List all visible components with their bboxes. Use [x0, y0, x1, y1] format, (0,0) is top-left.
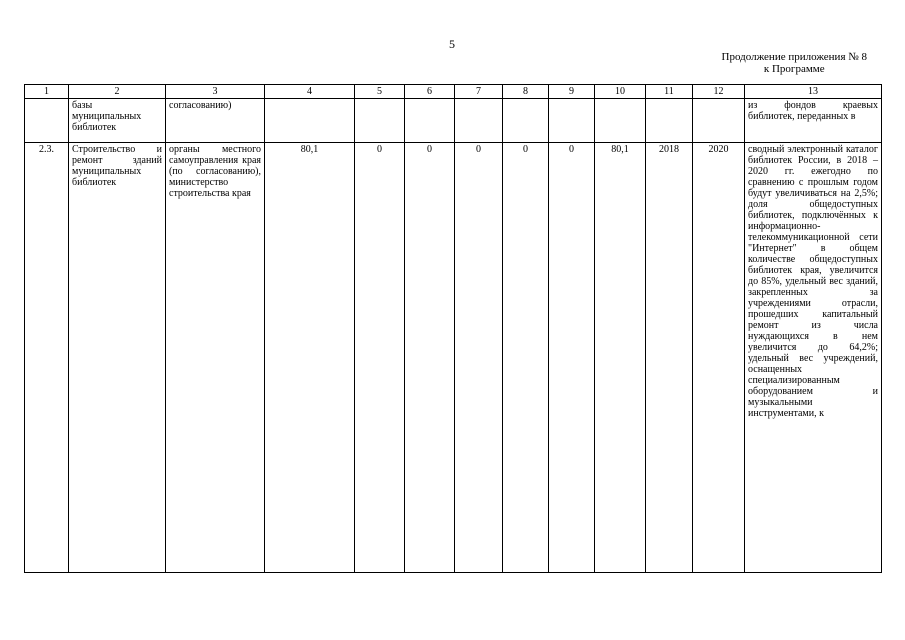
program-table: [24, 84, 882, 573]
header-cell: 10: [595, 85, 646, 99]
header-cell: 12: [693, 85, 745, 99]
header-cell: 4: [265, 85, 355, 99]
header-cell: 9: [549, 85, 595, 99]
header-cell: 11: [646, 85, 693, 99]
header-cell: 5: [355, 85, 405, 99]
header-cell: 13: [745, 85, 882, 99]
result-cell: из фондов краевых библиотек, переданных в: [745, 99, 882, 143]
value-cell: 0: [405, 143, 455, 573]
table-row-2-3: [25, 143, 882, 573]
end-year-cell: 2020: [693, 143, 745, 573]
value-cell: 0: [503, 143, 549, 573]
header-cell: 1: [25, 85, 69, 99]
table-row-continuation: [25, 99, 882, 143]
annex-heading: [722, 51, 867, 75]
value-cell: 80,1: [595, 143, 646, 573]
page-number: 5: [449, 37, 455, 51]
header-cell: 7: [455, 85, 503, 99]
executor-cell: согласованию): [166, 99, 265, 143]
result-cell: сводный электронный каталог библиотек России, в 2018 – 2020 гг. ежегодно по сравнению с прошлым годом будут увеличиваться на 2,5%; доля общедоступных библиотек, подключённых к информационно-телекоммуникационной сети "Интернет" в общем количестве общедоступных библиотек края, увеличится до 85%, удельный вес зданий, закрепленных за учреждениями отрасли, прошедших капитальный ремонт из числа нуждающихся в нем увеличится до 64,2%; удельный вес учреждений, оснащенных специализированным оборудованием и музыкальными инструментами, к: [745, 143, 882, 573]
row-number-cell: [25, 99, 69, 143]
start-year-cell: 2018: [646, 143, 693, 573]
header-cell: 6: [405, 85, 455, 99]
value-cell: 0: [549, 143, 595, 573]
annex-line-1: Продолжение приложения № 8: [721, 51, 867, 63]
event-name-cell: базы муниципальных библиотек: [69, 99, 166, 143]
header-cell: 2: [69, 85, 166, 99]
header-cell: 3: [166, 85, 265, 99]
row-number-cell: 2.3.: [25, 143, 69, 573]
total-cell: 80,1: [265, 143, 355, 573]
annex-line-2: к Программе: [763, 63, 825, 75]
value-cell: 0: [355, 143, 405, 573]
value-cell: 0: [455, 143, 503, 573]
header-cell: 8: [503, 85, 549, 99]
event-name-cell: Строительство и ремонт зданий муниципальных библиотек: [69, 143, 166, 573]
header-row: [25, 85, 882, 99]
executor-cell: органы местного самоуправления края (по согласованию), министерство строительства края: [166, 143, 265, 573]
